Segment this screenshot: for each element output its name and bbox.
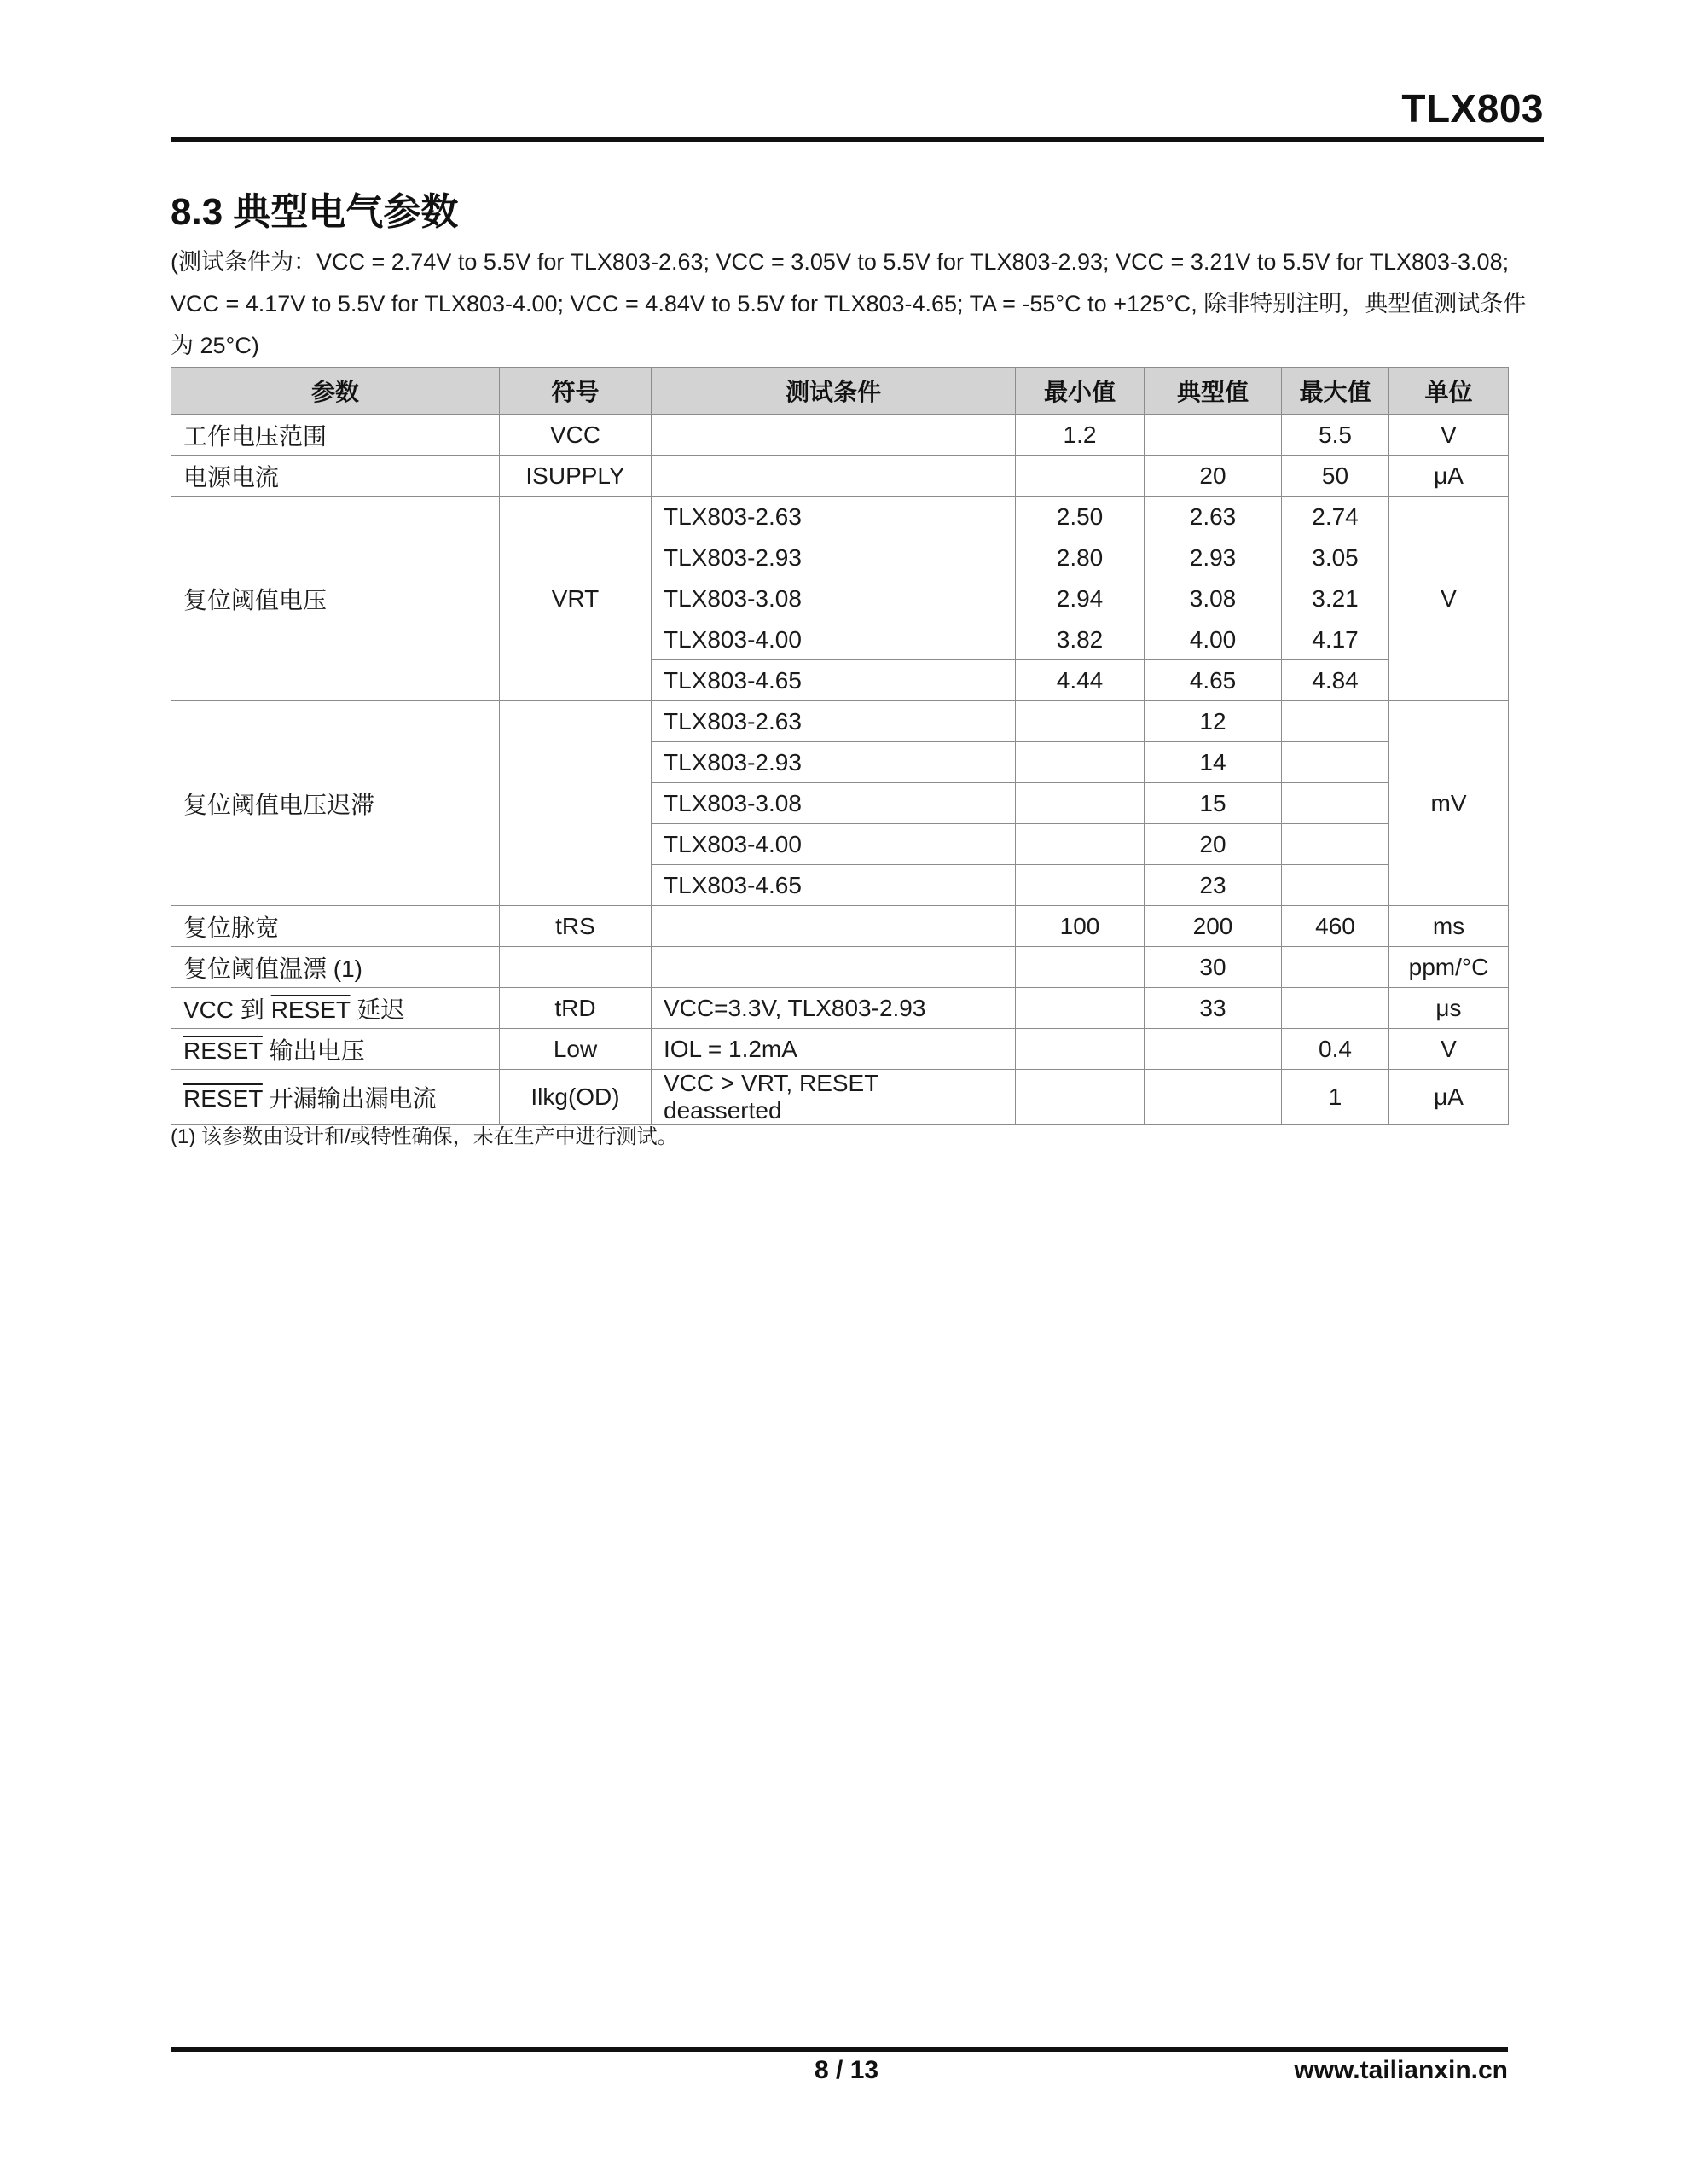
condition-cell: TLX803-4.65 [652,865,1016,906]
header-symbol: 符号 [500,368,652,415]
min-cell [1016,988,1145,1029]
condition-cell: TLX803-4.00 [652,824,1016,865]
param-cell: 电源电流 [171,456,500,497]
max-cell [1282,988,1389,1029]
unit-cell: mV [1389,701,1509,906]
condition-cell [652,947,1016,988]
table-row [171,988,1509,1029]
min-cell [1016,701,1145,742]
max-cell: 4.17 [1282,619,1389,660]
min-cell [1016,783,1145,824]
condition-cell: TLX803-2.63 [652,701,1016,742]
param-cell: 复位阈值电压迟滞 [171,701,500,906]
symbol-cell: Low [500,1029,652,1070]
typ-cell: 4.65 [1145,660,1282,701]
unit-cell: V [1389,415,1509,456]
typ-cell: 20 [1145,456,1282,497]
table-row [171,947,1509,988]
condition-cell [652,456,1016,497]
symbol-cell [500,701,652,906]
section-title: 8.3 典型电气参数 [171,191,459,233]
symbol-cell: VCC [500,415,652,456]
typ-cell [1145,1029,1282,1070]
condition-cell: TLX803-3.08 [652,578,1016,619]
footnote: (1) 该参数由设计和/或特性确保，未在生产中进行测试。 [171,1125,678,1148]
footer-rule [171,2048,1508,2052]
param-prefix: VCC 到 [183,996,264,1023]
header-typ: 典型值 [1145,368,1282,415]
max-cell [1282,947,1389,988]
table-header-row [171,368,1509,415]
max-cell [1282,783,1389,824]
typ-cell: 20 [1145,824,1282,865]
condition-cell: TLX803-2.93 [652,537,1016,578]
electrical-parameters-table [171,367,1509,1125]
min-cell [1016,947,1145,988]
page-header [171,85,1544,143]
symbol-cell: VRT [500,497,652,701]
min-cell: 100 [1016,906,1145,947]
table-row [171,906,1509,947]
min-cell [1016,824,1145,865]
param-suffix: 开漏输出漏电流 [269,1085,437,1112]
condition-cell: TLX803-4.00 [652,619,1016,660]
symbol-cell: Ilkg(OD) [500,1070,652,1125]
param-cell: 复位阈值电压 [171,497,500,701]
condition-cell: TLX803-2.93 [652,742,1016,783]
param-cell: 复位阈值温漂 (1) [171,947,500,988]
condition-cell: TLX803-4.65 [652,660,1016,701]
param-suffix: 延迟 [357,996,405,1023]
max-cell: 460 [1282,906,1389,947]
symbol-cell [500,947,652,988]
min-cell: 2.50 [1016,497,1145,537]
param-suffix: 输出电压 [269,1037,365,1064]
unit-cell: ms [1389,906,1509,947]
max-cell: 3.21 [1282,578,1389,619]
header-rule [171,136,1544,142]
unit-cell: μA [1389,456,1509,497]
table-row [171,1029,1509,1070]
table-row [171,415,1509,456]
website-link[interactable]: www.tailianxin.cn [1294,2056,1508,2084]
param-cell [171,1029,500,1070]
min-cell: 4.44 [1016,660,1145,701]
param-cell [171,1070,500,1125]
typ-cell: 2.63 [1145,497,1282,537]
header-unit: 单位 [1389,368,1509,415]
param-cell: 工作电压范围 [171,415,500,456]
param-cell [171,988,500,1029]
max-cell: 2.74 [1282,497,1389,537]
header-max: 最大值 [1282,368,1389,415]
max-cell: 50 [1282,456,1389,497]
typ-cell: 200 [1145,906,1282,947]
min-cell [1016,456,1145,497]
typ-cell: 14 [1145,742,1282,783]
max-cell [1282,824,1389,865]
min-cell [1016,865,1145,906]
reset-signal: RESET [183,1085,263,1112]
typ-cell: 2.93 [1145,537,1282,578]
max-cell [1282,742,1389,783]
unit-cell: μA [1389,1070,1509,1125]
reset-signal: RESET [183,1037,263,1064]
reset-signal: RESET [270,996,351,1023]
header-min: 最小值 [1016,368,1145,415]
max-cell: 1 [1282,1070,1389,1125]
typ-cell: 30 [1145,947,1282,988]
test-conditions: (测试条件为：VCC = 2.74V to 5.5V for TLX803-2.63; VCC = 3.05V to 5.5V for TLX803-2.93; VCC = 3.21V to 5.5V for TLX803-3.08; VCC = 4.17V to 5.5V for TLX803-4.00; VCC = 4.84V to 5.5V for TLX803-4.65; TA = -55°C to +125°C, 除非特别注明，典型值测试条件为 25°C) [171,249,1527,358]
min-cell: 2.80 [1016,537,1145,578]
doc-code: TLX803 [1401,86,1544,131]
condition-cell: VCC=3.3V, TLX803-2.93 [652,988,1016,1029]
max-cell: 3.05 [1282,537,1389,578]
header-condition: 测试条件 [652,368,1016,415]
max-cell: 0.4 [1282,1029,1389,1070]
typ-cell: 4.00 [1145,619,1282,660]
table-row [171,701,1509,742]
min-cell: 3.82 [1016,619,1145,660]
condition-cell: TLX803-2.63 [652,497,1016,537]
min-cell [1016,742,1145,783]
symbol-cell: tRS [500,906,652,947]
max-cell [1282,701,1389,742]
min-cell: 2.94 [1016,578,1145,619]
min-cell [1016,1029,1145,1070]
max-cell: 4.84 [1282,660,1389,701]
header-param: 参数 [171,368,500,415]
unit-cell: μs [1389,988,1509,1029]
condition-cell: IOL = 1.2mA [652,1029,1016,1070]
unit-cell: V [1389,1029,1509,1070]
condition-cell [652,906,1016,947]
table-row [171,456,1509,497]
condition-cell: TLX803-3.08 [652,783,1016,824]
min-cell: 1.2 [1016,415,1145,456]
unit-cell: ppm/°C [1389,947,1509,988]
table-row [171,497,1509,537]
max-cell: 5.5 [1282,415,1389,456]
typ-cell: 12 [1145,701,1282,742]
table-row [171,1070,1509,1125]
typ-cell [1145,415,1282,456]
typ-cell [1145,1070,1282,1125]
condition-cell [652,415,1016,456]
param-cell: 复位脉宽 [171,906,500,947]
symbol-cell: tRD [500,988,652,1029]
page-number: 8 / 13 [815,2056,879,2084]
symbol-cell: ISUPPLY [500,456,652,497]
typ-cell: 3.08 [1145,578,1282,619]
max-cell [1282,865,1389,906]
typ-cell: 15 [1145,783,1282,824]
typ-cell: 33 [1145,988,1282,1029]
condition-cell: VCC > VRT, RESET deasserted [652,1070,1016,1125]
min-cell [1016,1070,1145,1125]
typ-cell: 23 [1145,865,1282,906]
unit-cell: V [1389,497,1509,701]
